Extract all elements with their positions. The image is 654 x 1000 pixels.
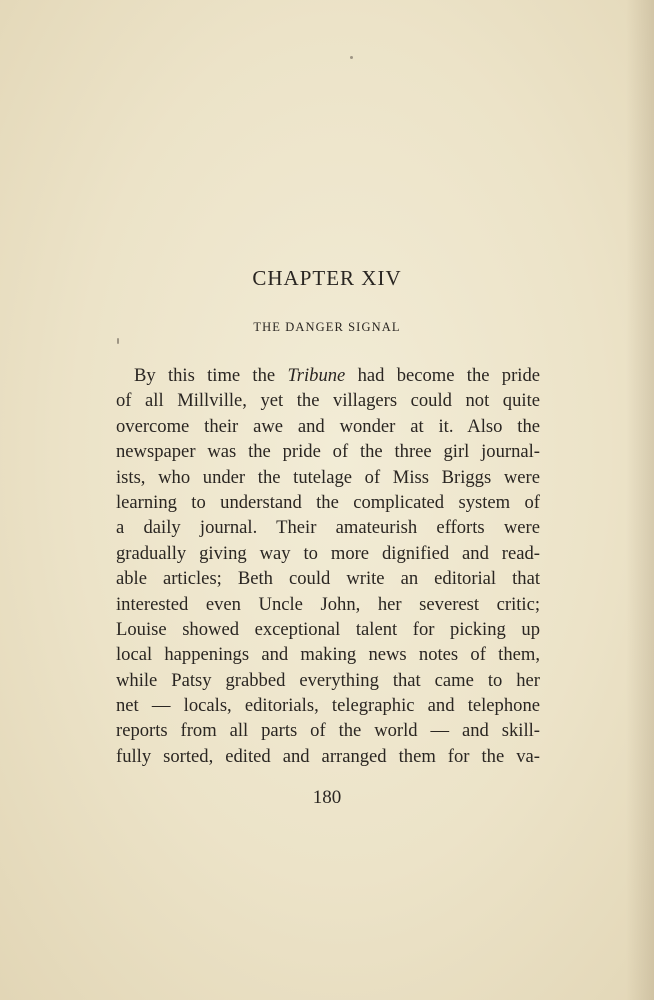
chapter-title: CHAPTER XIV — [252, 266, 402, 290]
text-line: interested even Uncle John, her severest critic; — [116, 593, 540, 615]
text-line: while Patsy grabbed everything that came to her — [116, 669, 540, 691]
paper-speck — [117, 338, 119, 344]
text-line: ists, who under the tutelage of Miss Briggs were — [116, 466, 540, 488]
page-number: 180 — [312, 787, 342, 808]
text-line: net — locals, editorials, telegraphic and telephone — [116, 695, 540, 717]
chapter-subtitle: THE DANGER SIGNAL — [253, 320, 401, 334]
text-line: a daily journal. Their amateurish efforts were — [116, 517, 540, 539]
text-line: By this time the Tribune had become the pride — [134, 365, 540, 386]
text-line: of all Millville, yet the villagers could not quite — [116, 390, 540, 412]
text-line: gradually giving way to more dignified and read- — [116, 542, 540, 564]
text-line: overcome their awe and wonder at it. Also the — [116, 415, 540, 437]
paper-speck — [350, 56, 353, 59]
text-line: learning to understand the complicated system of — [116, 491, 540, 513]
text-line: newspaper was the pride of the three girl journal- — [116, 441, 540, 463]
text-line: fully sorted, edited and arranged them for the va- — [116, 745, 540, 767]
text-line: able articles; Beth could write an editorial that — [116, 568, 540, 590]
text-line: reports from all parts of the world — and skill- — [116, 720, 540, 742]
text-line: local happenings and making news notes of them, — [116, 644, 540, 666]
page-edge-shadow — [626, 0, 654, 1000]
newspaper-title: Tribune — [287, 365, 346, 386]
body-text — [116, 363, 540, 769]
text-line: Louise showed exceptional talent for picking up — [116, 618, 540, 640]
